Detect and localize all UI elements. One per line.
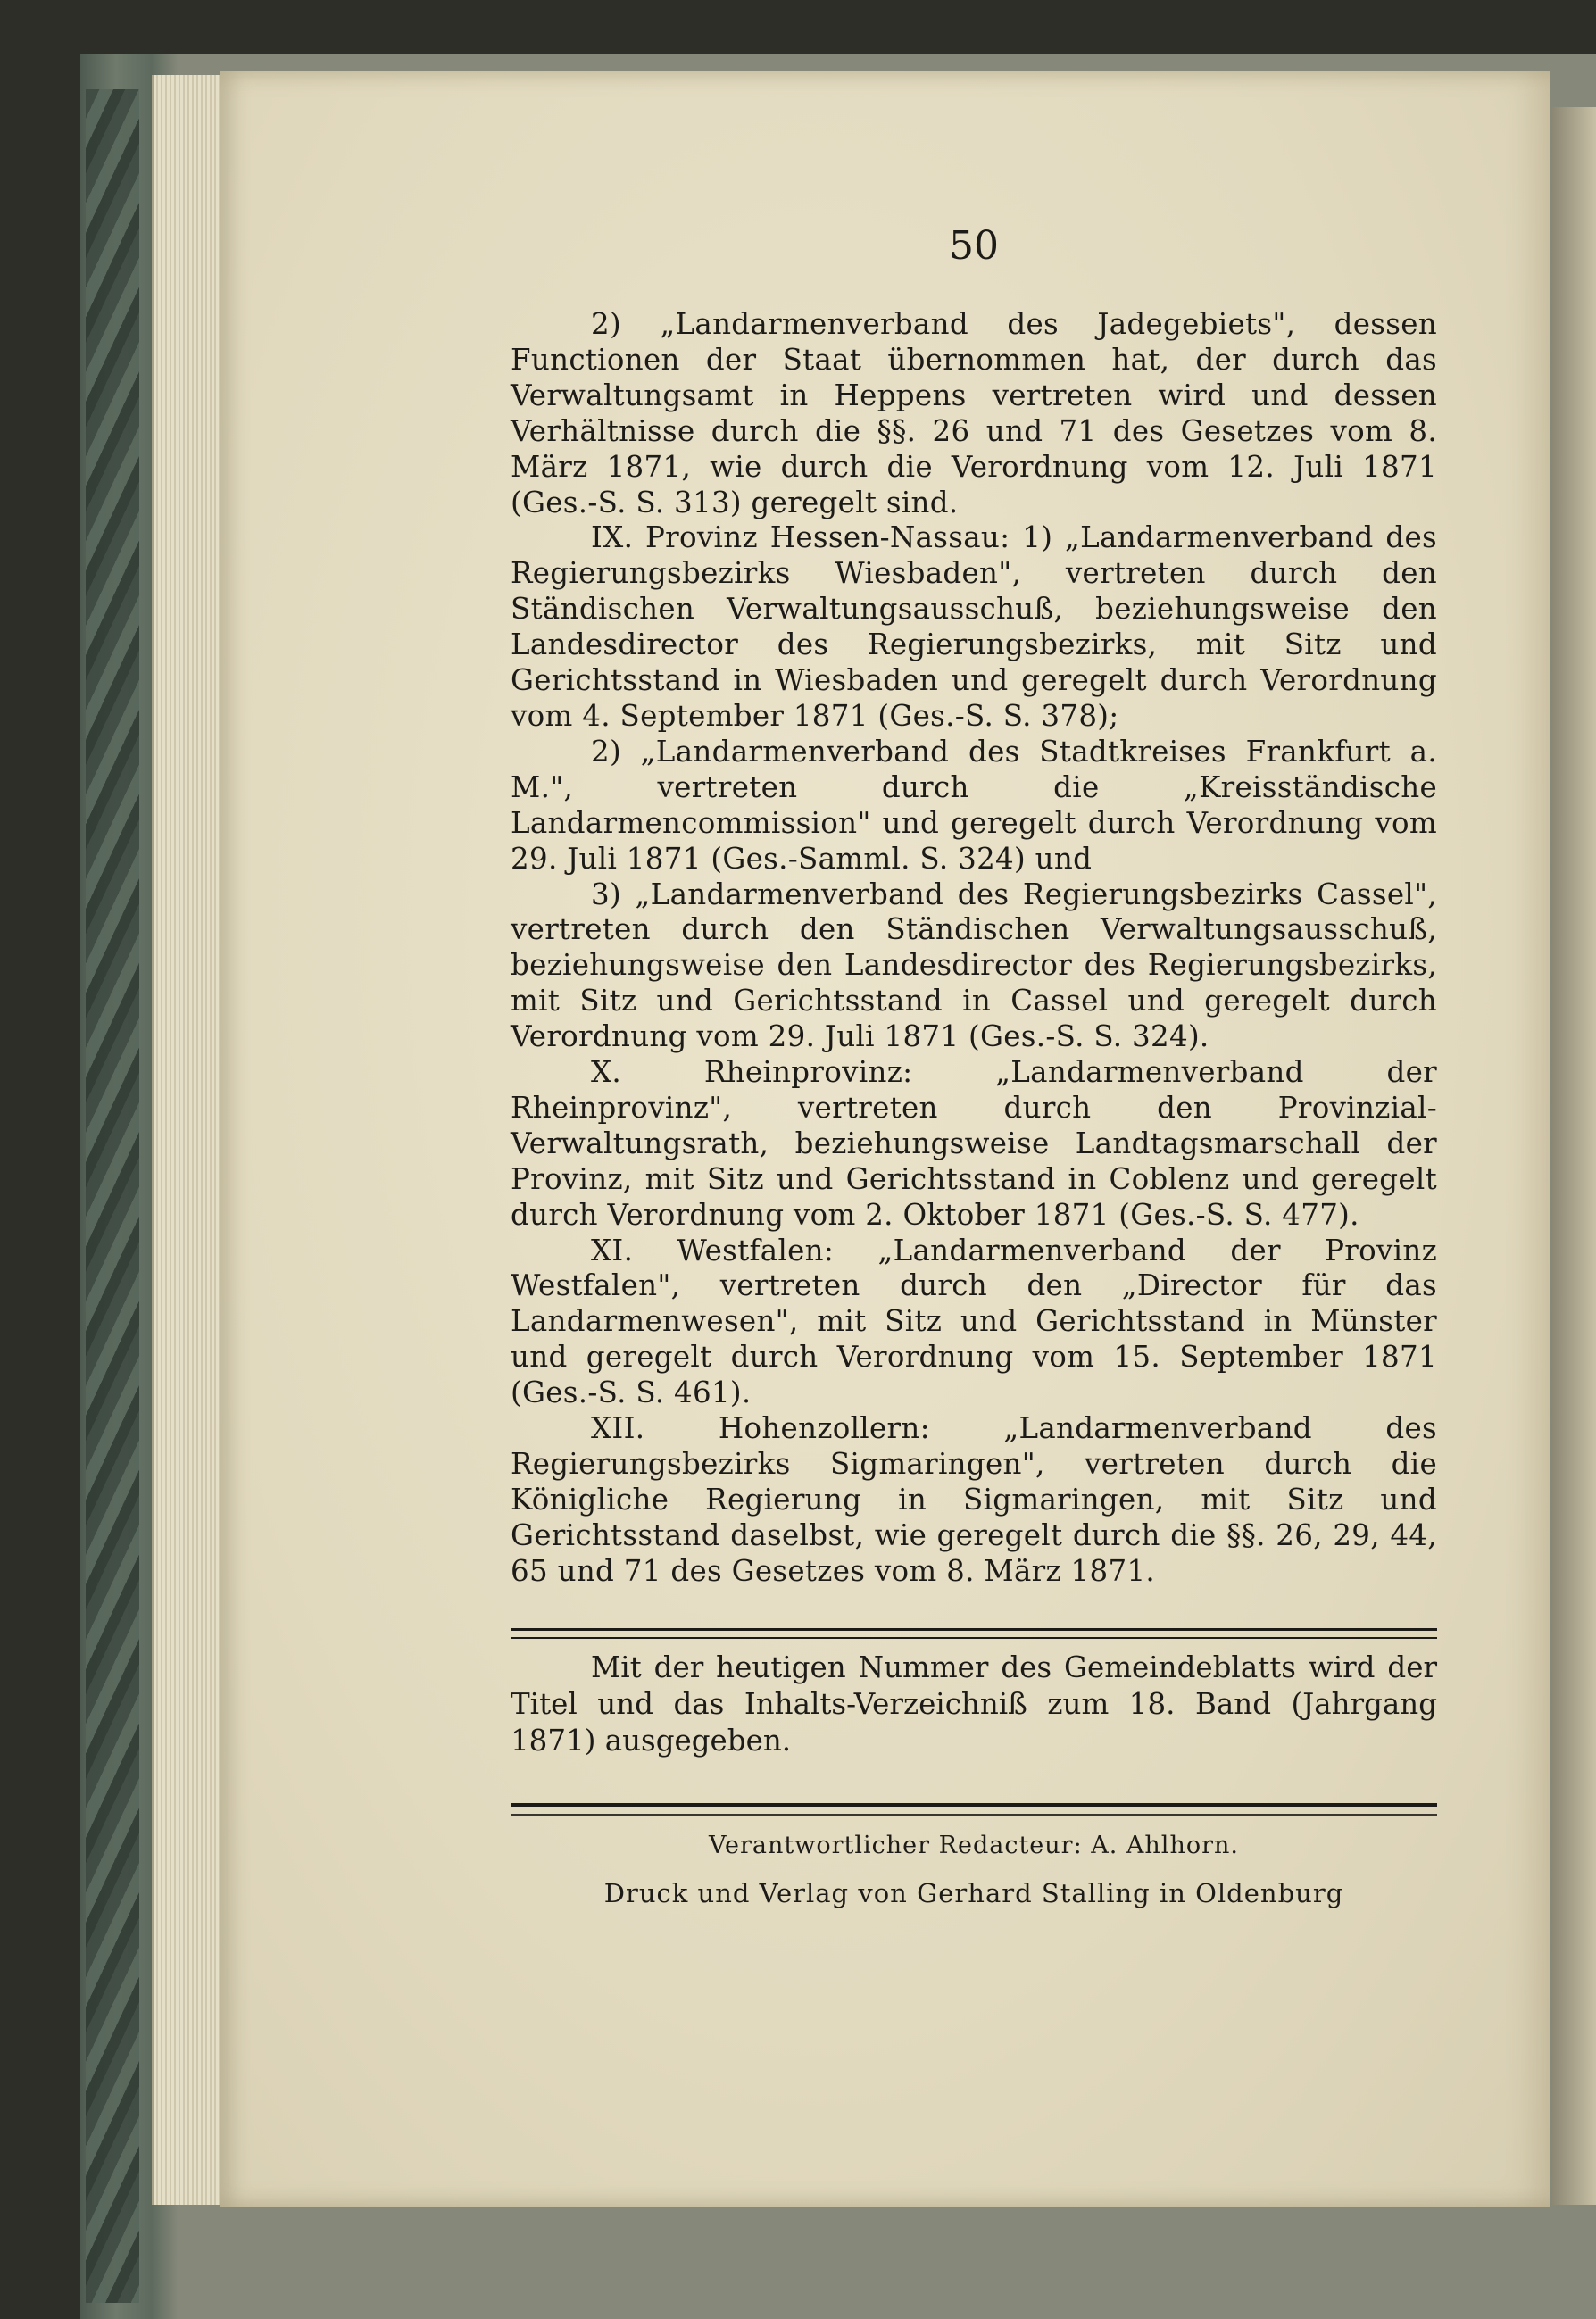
paragraph-rheinprovinz: X. Rheinprovinz: „Landarmenverband der Rheinprovinz", vertreten durch den Provinzial-Verwaltungsrath, beziehungsweise Landtagsmarschall der Provinz, mit Sitz und Gerichtsstand in Coblenz und geregelt durch Verordnung vom 2. Oktober 1871 (Ges.-S. S. 477). [511,1055,1437,1232]
notice-text: Mit der heutigen Nummer des Gemeindeblatts wird der Titel und das Inhalts-Verzeichniß zum 18. Band (Jahrgang 1871) ausgegeben. [511,1650,1437,1758]
facing-page-edge [1551,107,1596,2205]
section-divider [511,1628,1437,1639]
printer-line: Druck und Verlag von Gerhard Stalling in Oldenburg [603,1878,1344,1908]
paragraph-westfalen: XI. Westfalen: „Landarmenverband der Provinz Westfalen", vertreten durch den „Director für das Landarmenwesen", mit Sitz und Gerichtsstand in Münster und geregelt durch Verordnung vom 15. September 1871 (Ges.-S. S. 461). [511,1233,1437,1410]
editor-line: Verantwortlicher Redacteur: A. Ahlhorn. [709,1832,1239,1859]
paragraph-frankfurt: 2) „Landarmenverband des Stadtkreises Frankfurt a. M.", vertreten durch die „Kreisständische Landarmencommission" und geregelt durch Verordnung vom 29. Juli 1871 (Ges.-Samml. S. 324) und [511,734,1437,876]
body-text [511,307,1437,1590]
paragraph-hohenzollern: XII. Hohenzollern: „Landarmenverband des Regierungsbezirks Sigmaringen", vertreten durch die Königliche Regierung in Sigmaringen, mit Sitz und Gerichtsstand daselbst, wie geregelt durch die §§. 26, 29, 44, 65 und 71 des Gesetzes vom 8. März 1871. [511,1411,1437,1588]
paragraph-hessen-nassau: IX. Provinz Hessen-Nassau: 1) „Landarmenverband des Regierungsbezirks Wiesbaden", vertreten durch den Ständischen Verwaltungsausschuß, beziehungsweise den Landesdirector des Regierungsbezirks, mit Sitz und Gerichtsstand in Wiesbaden und geregelt durch Verordnung vom 4. September 1871 (Ges.-S. S. 378); [511,520,1437,733]
notice-paragraph [511,1650,1437,1759]
book-spine [86,89,139,2303]
footer-divider [511,1803,1437,1816]
paragraph-cassel: 3) „Landarmenverband des Regierungsbezirks Cassel", vertreten durch den Ständischen Verwaltungsausschuß, beziehungsweise den Landesdirector des Regierungsbezirks, mit Sitz und Gerichtsstand in Cassel und geregelt durch Verordnung vom 29. Juli 1871 (Ges.-S. S. 324). [511,877,1437,1054]
book-page [220,71,1550,2207]
page-number: 50 [949,223,999,269]
paragraph-jadegebiet: 2) „Landarmenverband des Jadegebiets", dessen Functionen der Staat übernommen hat, der durch das Verwaltungsamt in Heppens vertreten wird und dessen Verhältnisse durch die §§. 26 und 71 des Gesetzes vom 8. März 1871, wie durch die Verordnung vom 12. Juli 1871 (Ges.-S. S. 313) geregelt sind. [511,307,1437,519]
